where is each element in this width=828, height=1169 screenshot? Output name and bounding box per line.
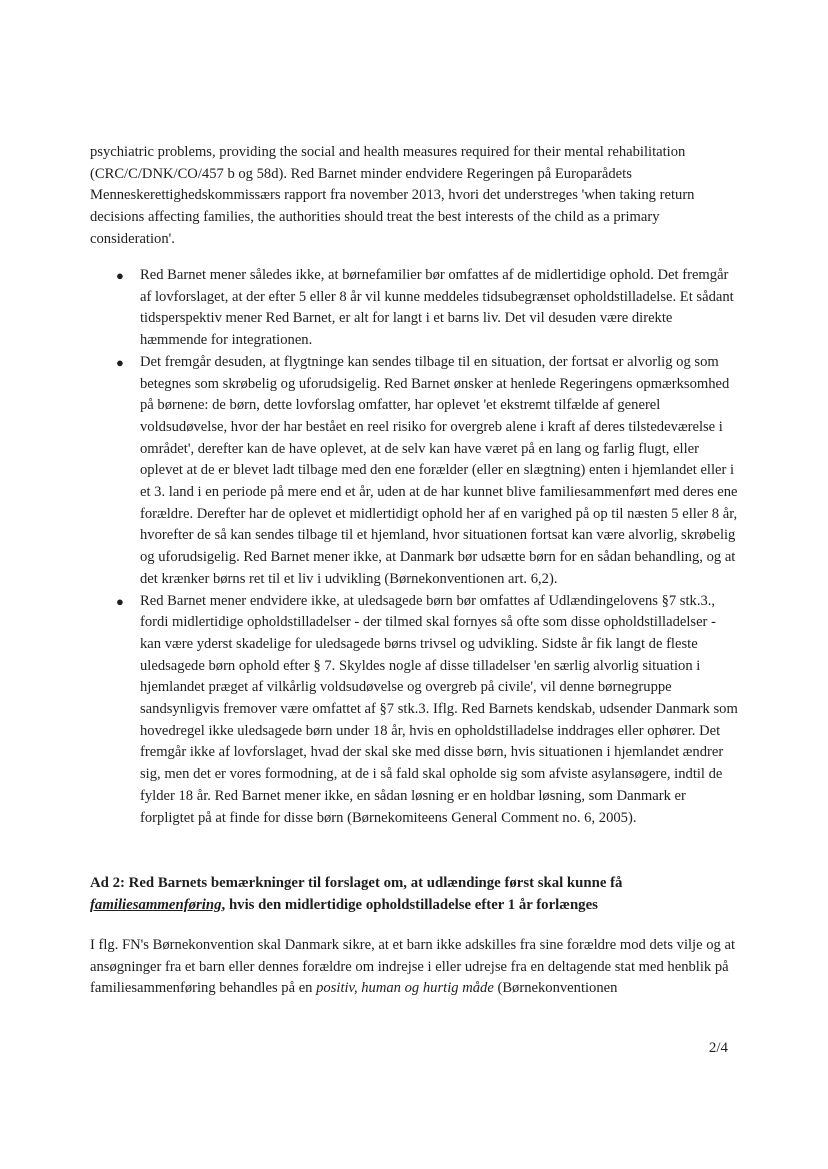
heading-emphasis: familiesammenføring	[90, 897, 222, 913]
bullet-icon: ●	[116, 354, 124, 370]
heading-text-start: Ad 2: Red Barnets bemærkninger til forslaget om, at udlændinge først skal kunne få	[90, 875, 623, 891]
heading-text-end: , hvis den midlertidige opholdstilladelse efter 1 år forlænges	[221, 897, 598, 913]
bullet-list	[90, 265, 740, 829]
bullet-icon: ●	[116, 268, 124, 283]
list-item-text: Det fremgår desuden, at flygtninge kan sendes tilbage til en situation, der fortsat er alvorlig og som betegnes som skrøbelig og uforudsigelig. Red Barnet ønsker at henlede Regeringens opmærksomhed på børnene: de børn, dette lovforslag omfatter, har oplevet 'et ekstremt tilfælde af generel voldsudøvelse, hvor der har bestået en reel risiko for overgreb alene i kraft af deres tilstedeværelse i området', derefter kan de have oplevet, at de selv kan have været på en lang og farlig flugt, eller oplevet at de er blevet ladt tilbage med den ene forælder (eller en slægtning) enten i hjemlandet eller i et 3. land i en periode på mere end et år, uden at de har kunnet blive familiesammenført med deres ene forældre. Derefter har de oplevet et midlertidigt ophold her af en varighed på op til næsten 5 eller 8 år, hvorefter de så kan sendes tilbage til et hjemland, hvor situationen fortsat kan være alvorlig, skrøbelig og uforudsigelig. Red Barnet mener ikke, at Danmark bør udsætte børn for en sådan behandling, og at det krænker børns ret til et liv i udvikling (Børnekonventionen art. 6,2).	[140, 353, 738, 587]
list-item	[90, 352, 740, 591]
closing-text-start: I flg. FN's Børnekonvention skal Danmark sikre, at et barn ikke adskilles fra sine forældre mod dets vilje og at ansøgninger fra et barn eller dennes forældre om indrejse i eller udrejse fra en deltagende stat med henblik på familiesammenføring behandles på en	[90, 937, 736, 997]
list-item-text: Red Barnet mener således ikke, at børnefamilier bør omfattes af de midlertidige ophold. Det fremgår af lovforslaget, at der efter 5 eller 8 år vil kunne meddeles tidsubegrænset opholdstilladelse. Et sådant tidsperspektiv mener Red Barnet, er alt for langt i et barns liv. Det vil desuden være direkte hæmmende for integrationen.	[140, 267, 734, 349]
page-number: 2/4	[708, 1040, 728, 1056]
list-item-text: Red Barnet mener endvidere ikke, at uledsagede børn bør omfattes af Udlændingelovens §7 stk.3., fordi midlertidige opholdstilladelser - der tilmed skal fornyes så ofte som disse opholdstilladelser - kan være yderst skadelige for uledsagede børns trivsel og udvikling. Sidste år fik langt de fleste uledsagede børn ophold efter § 7. Skyldes nogle af disse tilladelser 'en særlig alvorlig situation i hjemlandet præget af vilkårlig voldsudøvelse og overgreb på civile', vil denne børnegruppe sandsynligvis fremover være omfattet af §7 stk.3. Iflg. Red Barnets kendskab, udsender Danmark som hovedregel ikke uledsagede børn under 18 år, hvis en opholdstilladelse inddrages eller ophører. Det fremgår ikke af lovforslaget, hvad der skal ske med disse børn, hvis situationen i hjemlandet ændrer sig, men det er vores formodning, at de i så fald skal opholde sig som afviste asylansøgere, indtil de fylder 18 år. Red Barnet mener ikke, en sådan løsning er en holdbar løsning, som Danmark er forpligtet på at finde for disse børn (Børnekomiteens General Comment no. 6, 2005).	[140, 592, 738, 826]
closing-text-end: (Børnekonventionen	[493, 980, 618, 997]
bullet-icon: ●	[116, 593, 124, 609]
closing-paragraph	[90, 935, 740, 1000]
closing-emphasis: positiv, human og hurtig måde	[316, 980, 494, 997]
list-item	[90, 591, 740, 830]
section-heading	[90, 872, 740, 916]
intro-paragraph: psychiatric problems, providing the social and health measures required for their mental rehabilitation (CRC/C/DNK/CO/457 b og 58d). Red Barnet minder endvidere Regeringen på Europarådets Menneskerettighedskommissærs rapport fra november 2013, hvori det understreges 'when taking return decisions affecting families, the authorities should treat the best interests of the child as a primary consideration'.	[90, 144, 695, 247]
list-item	[90, 265, 740, 352]
